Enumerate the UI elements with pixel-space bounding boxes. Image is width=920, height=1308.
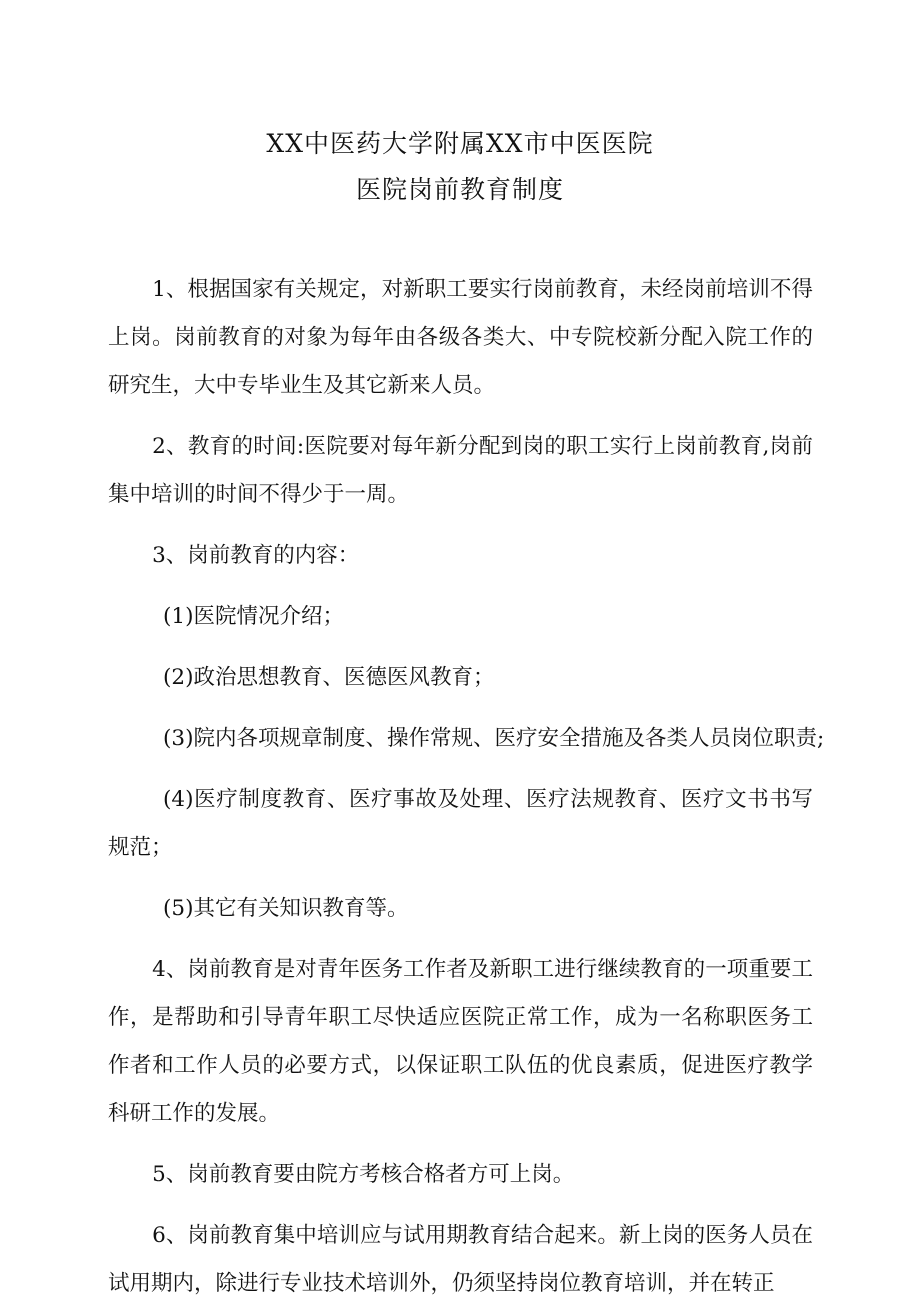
paragraph-2: 2、教育的时间:医院要对每年新分配到岗的职工实行上岗前教育,岗前集中培训的时间不得少于一周。 bbox=[108, 434, 813, 507]
content-item-1: (1)医院情况介绍； bbox=[163, 604, 344, 629]
content-item-4: (4)医疗制度教育、医疗事故及处理、医疗法规教育、医疗文书书写规范； bbox=[108, 787, 813, 860]
content-item-3: (3)院内各项规章制度、操作常规、医疗安全措施及各类人员岗位职责; bbox=[163, 726, 825, 751]
paragraph-1: 1、根据国家有关规定，对新职工要实行岗前教育，未经岗前培训不得上岗。岗前教育的对象为每年由各级各类大、中专院校新分配入院工作的研究生，大中专毕业生及其它新来人员。 bbox=[108, 277, 813, 398]
paragraph-6: 6、岗前教育集中培训应与试用期教育结合起来。新上岗的医务人员在试用期内，除进行专业技术培训外，仍须坚持岗位教育培训，并在转正 bbox=[108, 1223, 813, 1296]
document-title: 医院岗前教育制度 bbox=[355, 175, 564, 204]
content-item-2: (2)政治思想教育、医德医风教育； bbox=[163, 665, 495, 690]
document-body bbox=[108, 266, 825, 1308]
hospital-title: XX中医药大学附属XX市中医医院 bbox=[266, 129, 654, 158]
content-item-5: (5)其它有关知识教育等。 bbox=[163, 896, 409, 921]
paragraph-3: 3、岗前教育的内容： bbox=[152, 543, 360, 568]
paragraph-5: 5、岗前教育要由院方考核合格者方可上岗。 bbox=[152, 1162, 575, 1187]
paragraph-4: 4、岗前教育是对青年医务工作者及新职工进行继续教育的一项重要工作，是帮助和引导青年职工尽快适应医院正常工作，成为一名称职医务工作者和工作人员的必要方式，以保证职工队伍的优良素质，促进医疗教学科研工作的发展。 bbox=[108, 957, 813, 1126]
